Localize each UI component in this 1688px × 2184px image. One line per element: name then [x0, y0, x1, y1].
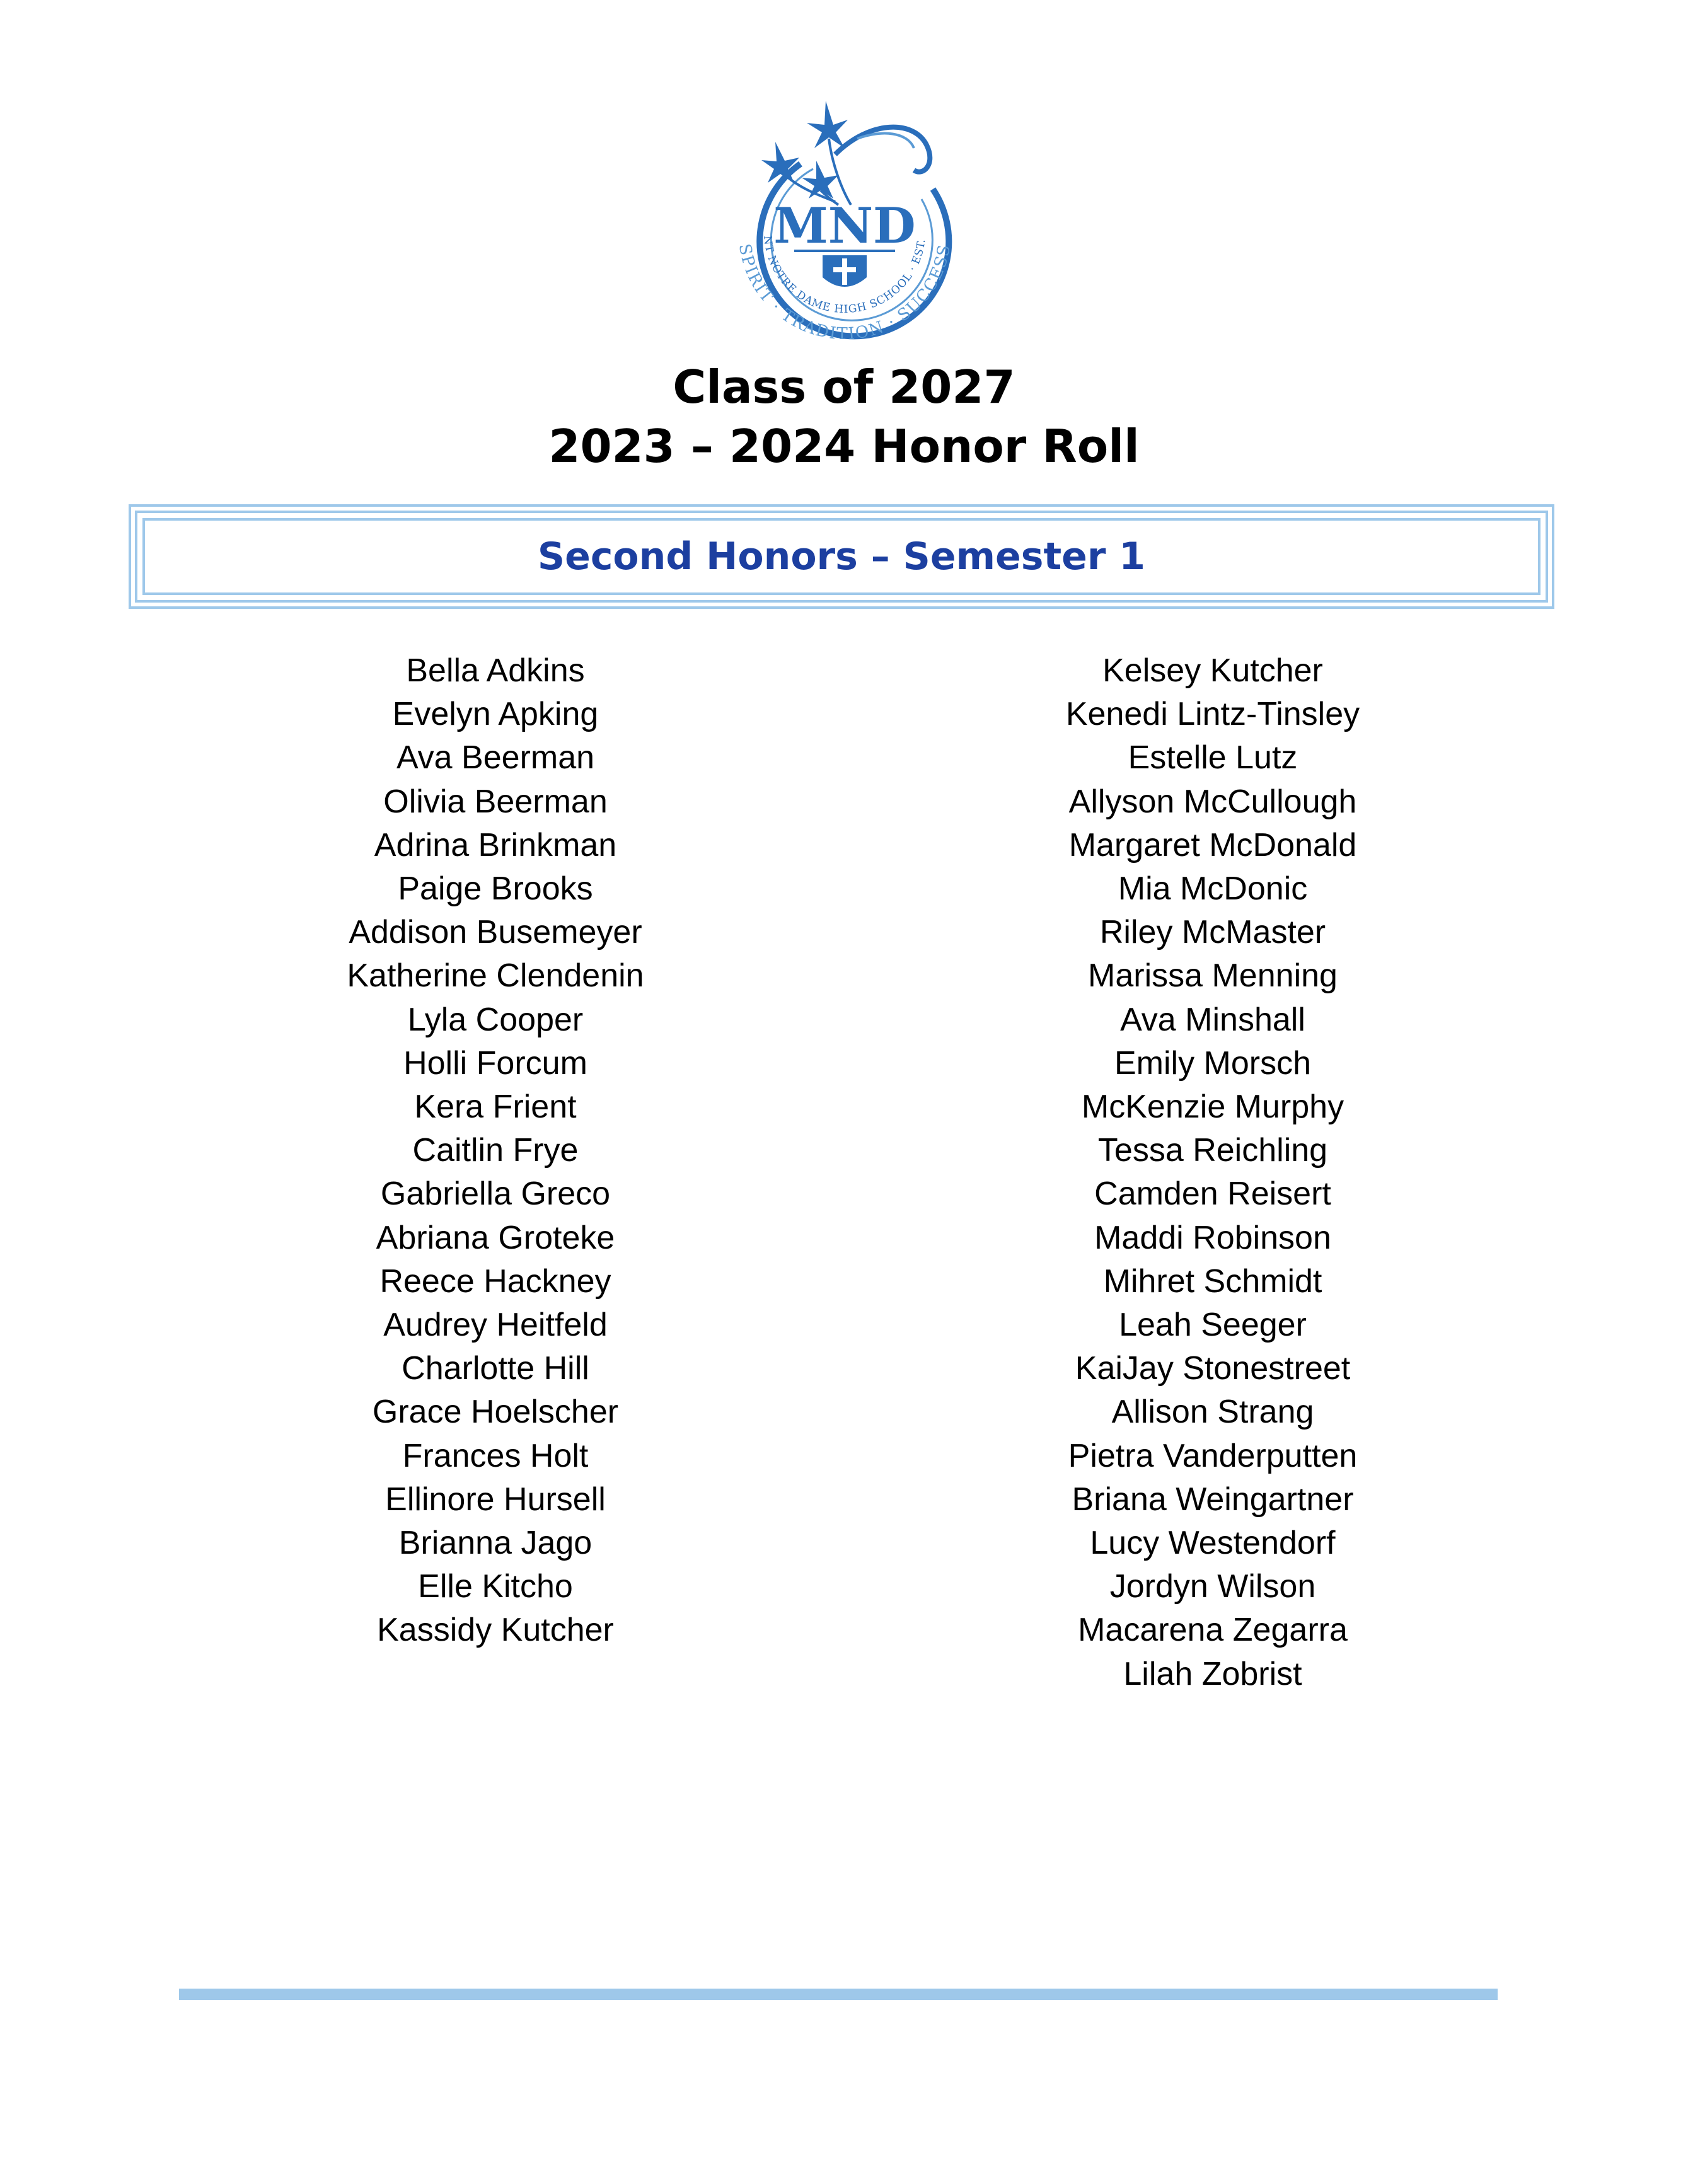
name-item: Macarena Zegarra [1078, 1612, 1348, 1649]
name-item: Lucy Westendorf [1090, 1525, 1336, 1562]
name-item: Reece Hackney [379, 1262, 611, 1300]
seal-ring-text: NT NOTRE DAME HIGH SCHOOL · EST. [760, 234, 928, 316]
school-seal-logo [725, 95, 964, 344]
names-right-column [929, 649, 1496, 1696]
name-item: Ellinore Hursell [385, 1481, 606, 1518]
name-item: Camden Reisert [1094, 1176, 1331, 1213]
name-item: Abriana Groteke [376, 1219, 615, 1256]
name-item: Estelle Lutz [1128, 739, 1298, 777]
name-item: Pietra Vanderputten [1068, 1437, 1358, 1474]
name-item: Lyla Cooper [407, 1001, 584, 1038]
seal-motto: SPIRIT · TRADITION · SUCCESS [734, 242, 955, 344]
name-item: Charlotte Hill [402, 1350, 589, 1387]
honor-roll-title: 2023 – 2024 Honor Roll [548, 420, 1140, 473]
name-item: Mia McDonic [1118, 870, 1308, 908]
name-item: Kenedi Lintz-Tinsley [1065, 696, 1360, 733]
name-item: Caitlin Frye [412, 1132, 579, 1169]
class-title: Class of 2027 [673, 361, 1015, 413]
name-item: Lilah Zobrist [1123, 1655, 1302, 1692]
name-item: Mihret Schmidt [1103, 1262, 1322, 1300]
names-left-column [212, 649, 779, 1653]
name-item: Adrina Brinkman [374, 826, 617, 864]
name-item: Holli Forcum [403, 1044, 587, 1082]
name-item: Bella Adkins [406, 652, 585, 689]
svg-text:MND: MND [773, 197, 916, 255]
name-item: Brianna Jago [398, 1525, 593, 1562]
name-item: Maddi Robinson [1094, 1219, 1331, 1256]
name-item: Frances Holt [402, 1437, 589, 1474]
name-item: Jordyn Wilson [1109, 1568, 1316, 1605]
name-item: KaiJay Stonestreet [1075, 1350, 1351, 1387]
name-item: Allison Strang [1111, 1394, 1314, 1431]
name-item: McKenzie Murphy [1081, 1089, 1344, 1126]
name-item: Evelyn Apking [392, 696, 599, 733]
name-item: Elle Kitcho [418, 1568, 573, 1605]
name-item: Gabriella Greco [380, 1176, 611, 1213]
name-item: Allyson McCullough [1068, 783, 1357, 820]
name-item: Kelsey Kutcher [1102, 652, 1323, 689]
name-item: Briana Weingartner [1072, 1481, 1354, 1518]
name-item: Grace Hoelscher [372, 1394, 619, 1431]
name-item: Addison Busemeyer [349, 914, 642, 951]
name-item: Ava Minshall [1120, 1001, 1305, 1038]
name-item: Riley McMaster [1099, 914, 1326, 951]
name-item: Paige Brooks [398, 870, 593, 908]
name-item: Katherine Clendenin [347, 957, 644, 995]
name-item: Ava Beerman [396, 739, 595, 777]
name-item: Margaret McDonald [1068, 826, 1357, 864]
footer-divider-bar [179, 1989, 1498, 2000]
name-item: Leah Seeger [1119, 1307, 1307, 1344]
name-item: Emily Morsch [1114, 1044, 1312, 1082]
name-item: Kassidy Kutcher [377, 1612, 614, 1649]
name-item: Olivia Beerman [383, 783, 608, 820]
name-item: Marissa Menning [1088, 957, 1338, 995]
name-item: Kera Frient [414, 1089, 577, 1126]
name-item: Audrey Heitfeld [383, 1307, 608, 1344]
section-title: Second Honors – Semester 1 [537, 534, 1146, 579]
name-item: Tessa Reichling [1097, 1132, 1328, 1169]
